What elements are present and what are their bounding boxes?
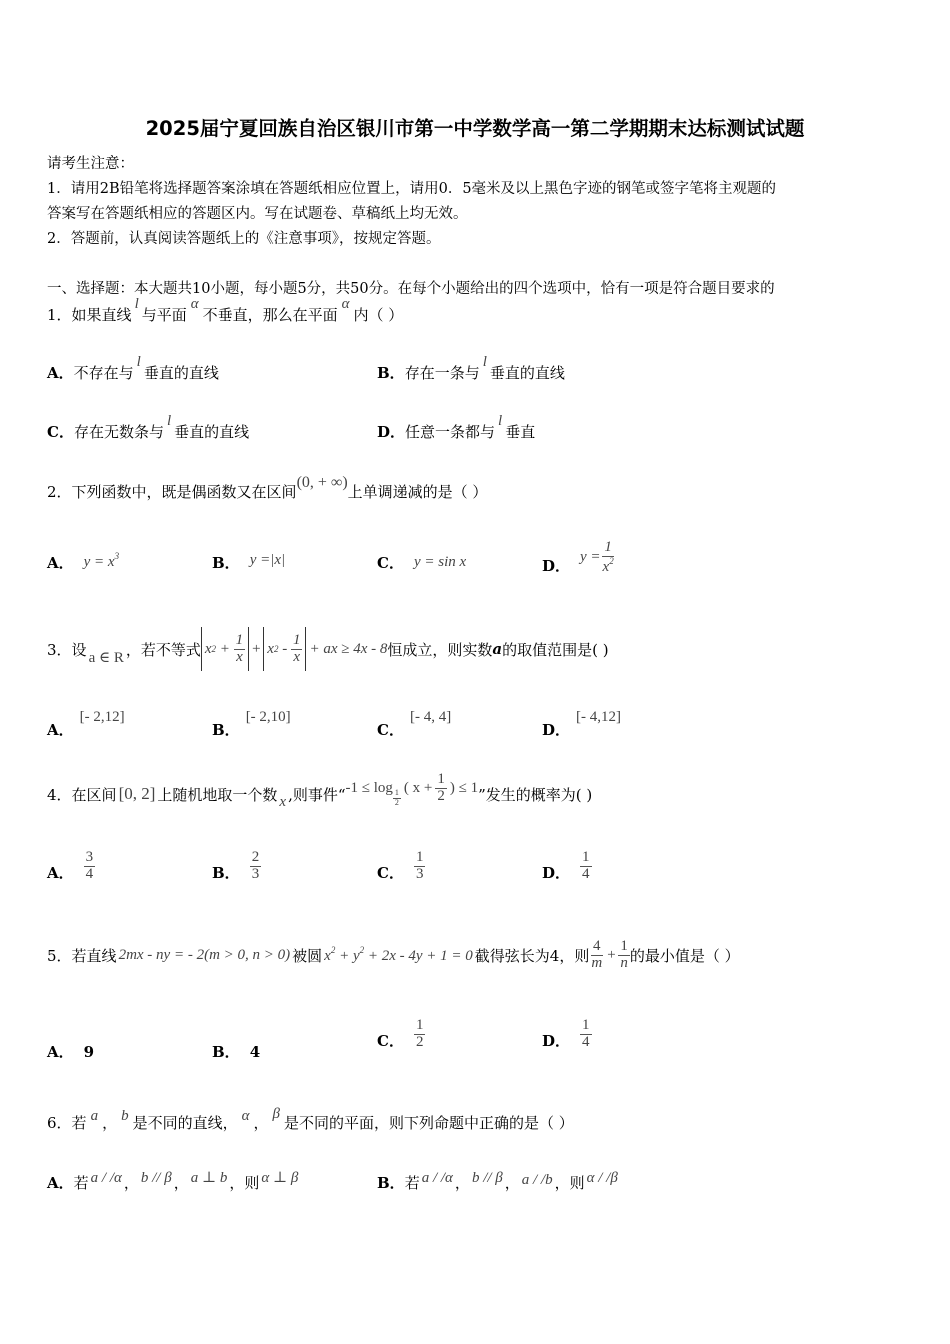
math-expression: a / /α <box>90 1170 122 1186</box>
section-heading: 一、选择题：本大题共10小题，每小题5分，共50分。在每个小题给出的四个选项中，恰有一项是符合题目要求的 <box>47 281 775 297</box>
math-interval: [0, 2] <box>118 784 156 803</box>
q1-option-a <box>47 354 219 383</box>
math-fraction: $\frac{1}{2}$ <box>415 1017 424 1050</box>
math-l: l <box>136 354 141 370</box>
q2-option-d <box>542 540 616 576</box>
q2-option-b <box>212 552 285 573</box>
option-text: 存在无数条与 <box>73 423 164 441</box>
math-l: l <box>482 354 487 370</box>
option-label: B． <box>377 1174 405 1192</box>
question-text: 的最小值是（ ） <box>629 946 740 965</box>
q4-option-b <box>212 850 261 883</box>
math-expression: b // β <box>471 1170 503 1186</box>
notice-heading: 请考生注意： <box>47 156 134 172</box>
question-text: 下列函数中，既是偶函数又在区间 <box>71 483 297 501</box>
math-expression: y = sin x <box>413 554 467 570</box>
option-label: D． <box>542 721 571 739</box>
math-expression: y = $\frac{1}{x^2}$ <box>580 539 614 575</box>
math-b: b <box>121 1108 129 1124</box>
question-6 <box>47 1106 574 1133</box>
q5-option-d <box>542 1018 592 1051</box>
question-5 <box>47 932 740 978</box>
q1-option-d <box>377 413 536 442</box>
math-expression: y =|x| <box>249 552 286 568</box>
question-text: 上随机地取一个数 <box>157 785 278 804</box>
math-expression: a / /b <box>521 1172 553 1188</box>
question-number: 5． <box>47 946 72 965</box>
question-text: ， <box>253 1114 269 1132</box>
q4-option-a <box>47 850 95 883</box>
option-text: 任意一条都与 <box>405 423 496 441</box>
math-fraction: $\frac{2}{3}$ <box>251 849 260 882</box>
option-label: A． <box>47 721 74 739</box>
q4-option-d <box>542 850 592 883</box>
q6-option-a: A．若 a / /α ， b // β ， a ⊥ b ，则 α ⊥ β <box>47 1170 299 1192</box>
option-label: D． <box>542 557 571 576</box>
option-text: 垂直的直线 <box>143 364 219 382</box>
math-line: 2mx - ny = - 2(m > 0, n > 0) <box>118 946 291 963</box>
notice-line-1: 1．请用2B铅笔将选择题答案涂填在答题纸相应位置上，请用0．5毫米及以上黑色字迹的钢笔或签字笔将主观题的 <box>47 181 777 197</box>
math-l: l <box>498 413 503 429</box>
option-label: D． <box>542 863 571 882</box>
option-text: 垂直 <box>505 423 536 441</box>
question-text: 设 <box>71 640 87 659</box>
math-inequality: x 2 + $\frac{1}{x}$ + x 2 - $\frac{1}{x}$ + ax ≥ 4x - 8 <box>201 627 388 671</box>
option-label: A． <box>47 1043 74 1061</box>
question-number: 2． <box>47 483 72 501</box>
math-alpha: α <box>241 1108 250 1124</box>
math-expression: b // β <box>140 1170 172 1186</box>
math-interval: [- 4, 4] <box>409 709 452 725</box>
option-text: 垂直的直线 <box>174 423 250 441</box>
option-text: 存在一条与 <box>404 364 480 382</box>
notice-line-2: 答案写在答题纸相应的答题区内。写在试题卷、草稿纸上均无效。 <box>47 206 468 222</box>
math-expression: α ⊥ β <box>261 1170 299 1186</box>
question-4 <box>47 770 592 818</box>
question-text: 若直线 <box>71 946 117 965</box>
math-alpha: α <box>190 296 199 312</box>
option-label: C． <box>377 1031 404 1050</box>
option-label: B． <box>212 863 240 882</box>
question-text: 在区间 <box>71 785 117 804</box>
math-beta: β <box>272 1106 280 1122</box>
page-title: 2025届宁夏回族自治区银川市第一中学数学高一第二学期期末达标测试试题 <box>145 117 805 140</box>
math-alpha: α <box>341 296 350 312</box>
option-value: 4 <box>249 1043 261 1061</box>
math-fraction: $\frac{1}{3}$ <box>415 849 424 882</box>
q5-option-a <box>47 1041 94 1062</box>
math-l: l <box>166 413 172 429</box>
q1-option-b <box>377 354 565 383</box>
question-text: 若 <box>71 1114 87 1132</box>
math-expression: $y = x^3$ <box>83 551 120 570</box>
option-text: 若 <box>73 1174 89 1192</box>
option-text: 垂直的直线 <box>489 364 565 382</box>
question-1 <box>47 296 404 325</box>
question-number: 3． <box>47 640 72 659</box>
option-label: C． <box>377 721 404 739</box>
math-interval: [- 2,10] <box>245 709 291 725</box>
math-circle: $x^2 + y^2 + 2x - 4y + 1 = 0$ <box>324 945 473 964</box>
question-text: 被圆 <box>292 946 323 965</box>
question-number: 6． <box>47 1114 72 1132</box>
question-number: 1． <box>47 306 72 324</box>
question-3 <box>47 624 609 674</box>
question-text: 是不同的平面，则下列命题中正确的是（ ） <box>283 1114 574 1132</box>
option-text: 不存在与 <box>73 364 134 382</box>
option-label: B． <box>212 721 240 739</box>
question-text: 上单调递减的是（ ） <box>347 483 488 501</box>
q2-option-c <box>377 552 466 573</box>
q1-option-c <box>47 413 250 442</box>
question-text: 不垂直，那么在平面 <box>202 306 338 324</box>
math-fraction: $\frac{1}{4}$ <box>582 1017 590 1050</box>
math-fraction: $\frac{1}{4}$ <box>582 849 590 882</box>
q3-option-a <box>47 705 125 739</box>
question-text: 与平面 <box>141 306 187 324</box>
math-fraction: $\frac{3}{4}$ <box>85 849 94 882</box>
question-text: 是不同的直线， <box>132 1114 238 1132</box>
question-text: 截得弦长为4，则 <box>474 946 590 965</box>
question-2 <box>47 474 488 502</box>
option-label: D． <box>377 423 406 441</box>
option-label: D． <box>542 1031 571 1050</box>
option-label: B． <box>377 364 405 382</box>
q2-option-a <box>47 552 119 573</box>
math-interval: [- 4,12] <box>576 709 622 725</box>
q5-option-b <box>212 1041 260 1062</box>
option-label: C． <box>377 554 404 572</box>
option-label: C． <box>47 423 74 441</box>
option-text: ，则 <box>229 1174 260 1192</box>
math-interval: (0, + ∞) <box>296 474 348 491</box>
option-label: A． <box>47 1174 74 1192</box>
option-label: A． <box>47 863 74 882</box>
option-text: ，则 <box>554 1174 585 1192</box>
question-text: ”发生的概率为( ) <box>478 785 593 804</box>
notice-line-3: 2．答题前，认真阅读答题纸上的《注意事项》，按规定答题。 <box>47 231 441 247</box>
question-text: 如果直线 <box>71 306 132 324</box>
math-x: x <box>279 793 287 810</box>
q4-option-c <box>377 850 425 883</box>
option-label: A． <box>47 364 74 382</box>
math-expression: a ⊥ b <box>190 1170 228 1186</box>
question-text: 的取值范围是( ) <box>502 640 609 659</box>
q3-option-c <box>377 705 452 739</box>
question-text: 恒成立，则实数 <box>387 640 493 659</box>
q3-option-d <box>542 705 622 739</box>
q3-option-b <box>212 705 291 739</box>
math-expression: α / /β <box>586 1170 618 1186</box>
question-text: 内（ ） <box>353 306 404 324</box>
question-text: ， <box>102 1114 118 1132</box>
option-text: 若 <box>404 1174 420 1192</box>
option-label: B． <box>212 554 240 572</box>
variable-a: a <box>492 640 503 658</box>
math-expression: $\frac{4}{m}$ + $\frac{1}{n}$ <box>591 937 628 971</box>
question-text: ，若不等式 <box>125 640 201 659</box>
q6-option-b: B．若 a / /α ， b // β ， a / /b ，则 α / /β <box>377 1170 618 1192</box>
math-interval: [- 2,12] <box>79 709 125 725</box>
math-event: -1 ≤ log $\frac{1}{2}$ ( x + $\frac{1}{2}$ ) ≤ 1 <box>345 770 479 807</box>
option-label: A． <box>47 554 74 572</box>
math-a: a <box>90 1108 99 1124</box>
math-condition: a ∈ R <box>88 649 124 666</box>
q5-option-c <box>377 1018 425 1051</box>
question-text: ,则事件“ <box>288 785 346 804</box>
option-label: B． <box>212 1043 240 1061</box>
math-expression: a / /α <box>421 1170 453 1186</box>
option-label: C． <box>377 863 404 882</box>
math-l: l <box>134 296 139 312</box>
question-number: 4． <box>47 785 72 804</box>
option-value: 9 <box>83 1043 95 1061</box>
